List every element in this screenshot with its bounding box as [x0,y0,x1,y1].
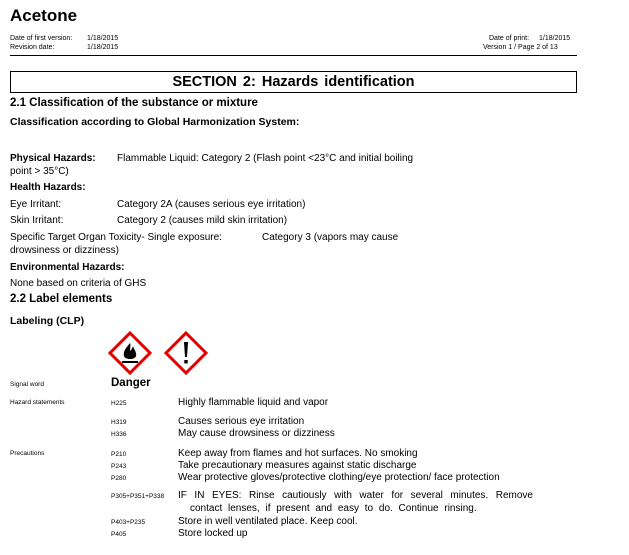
stot-value: Category 3 (vapors may cause [262,232,399,243]
hazard-text: May cause drowsiness or dizziness [178,428,335,439]
health-hazards-label: Health Hazards: [10,182,86,193]
first-version-label: Date of first version: [10,35,73,42]
precaution-text: Wear protective gloves/protective clothing/eye protection/ face protection [178,472,500,483]
precaution-text-cont: contact lenses, if present and easy to do. Continue rinsing. [190,503,477,514]
hazard-code: H225 [111,400,127,407]
print-date: 1/18/2015 [539,35,571,42]
signal-word-label: Signal word [10,381,44,388]
environmental-hazards-label: Environmental Hazards: [10,262,125,273]
label-elements-heading: 2.2 Label elements [10,293,113,305]
header-divider [10,55,577,56]
precaution-code: P305+P351+P338 [111,493,165,500]
first-version-date: 1/18/2015 [87,35,119,42]
ghs-pictograms [108,331,216,375]
physical-hazards-value-cont: point > 35°C) [10,166,69,177]
ghs-subheading: Classification according to Global Harmonization System: [10,116,300,128]
hazard-code: H336 [111,431,127,438]
stot-value-cont: drowsiness or dizziness) [10,245,119,256]
print-date-label: Date of print: [489,35,530,42]
revision-date-label: Revision date: [10,44,55,51]
hazard-code: H319 [111,419,127,426]
labeling-clp-heading: Labeling (CLP) [10,315,85,327]
eye-irritant-label: Eye Irritant: [10,199,62,210]
document-title: Acetone [10,6,78,25]
precaution-text: IF IN EYES: Rinse cautiously with water for several minutes. Remove [178,490,533,501]
precaution-text: Keep away from flames and hot surfaces. No smoking [178,448,418,459]
stot-label: Specific Target Organ Toxicity- Single exposure: [10,232,222,243]
section-title: SECTION 2: Hazards identification [10,71,577,93]
flame-pictogram [110,333,150,373]
precaution-code: P210 [111,451,127,458]
exclamation-pictogram [166,333,206,373]
classification-heading: 2.1 Classification of the substance or mixture [10,97,258,109]
physical-hazards-label: Physical Hazards: [10,153,96,164]
revision-date: 1/18/2015 [87,44,119,51]
precaution-code: P280 [111,475,127,482]
precaution-code: P405 [111,531,127,538]
precaution-text: Store in well ventilated place. Keep cool. [178,516,358,527]
hazard-text: Highly flammable liquid and vapor [178,397,329,408]
hazard-text: Causes serious eye irritation [178,416,305,427]
precaution-text: Store locked up [178,528,248,539]
precaution-text: Take precautionary measures against static discharge [178,460,417,471]
skin-irritant-label: Skin Irritant: [10,215,64,226]
precaution-code: P243 [111,463,127,470]
hazard-statements-label: Hazard statements [10,399,65,406]
physical-hazards-value: Flammable Liquid: Category 2 (Flash point <23°C and initial boiling [117,153,414,164]
precautions-label: Precautions [10,450,45,457]
signal-word-value: Danger [111,377,151,389]
eye-irritant-value: Category 2A (causes serious eye irritation) [117,199,306,210]
environmental-hazards-value: None based on criteria of GHS [10,278,147,289]
precaution-code: P403+P235 [111,519,146,526]
version-info: Version 1 / Page 2 of 13 [483,44,558,51]
skin-irritant-value: Category 2 (causes mild skin irritation) [117,215,288,226]
